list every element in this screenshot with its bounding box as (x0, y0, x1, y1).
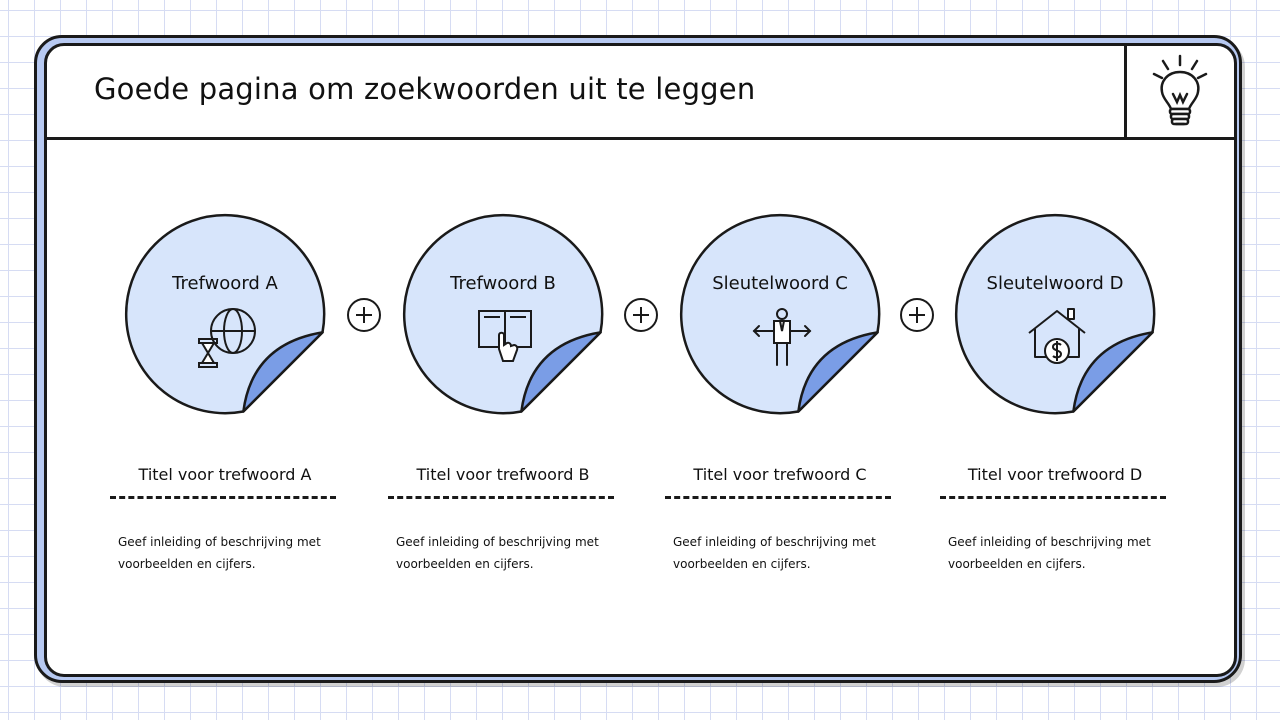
dashed-divider (388, 496, 614, 499)
book-hand-icon (473, 305, 537, 369)
keyword-title: Titel voor trefwoord D (967, 465, 1143, 484)
keyword-item-c (665, 211, 895, 611)
dashed-divider (665, 496, 891, 499)
keyword-title: Titel voor trefwoord A (138, 465, 312, 484)
house-dollar-icon (1025, 305, 1089, 369)
keyword-description: Geef inleiding of beschrijving met voorbeelden en cijfers. (396, 535, 599, 571)
keyword-sticker (952, 211, 1158, 417)
keyword-description: Geef inleiding of beschrijving met voorbeelden en cijfers. (118, 535, 321, 571)
person-arrows-icon (750, 305, 814, 369)
keyword-label: Sleutelwoord C (712, 273, 848, 294)
keyword-sticker (122, 211, 328, 417)
page-title: Goede pagina om zoekwoorden uit te leggen (94, 72, 756, 106)
keyword-description: Geef inleiding of beschrijving met voorbeelden en cijfers. (948, 535, 1151, 571)
lightbulb-icon-box (1124, 46, 1234, 137)
keyword-description: Geef inleiding of beschrijving met voorbeelden en cijfers. (673, 535, 876, 571)
keyword-item-d (940, 211, 1170, 611)
lightbulb-icon (1145, 52, 1215, 130)
dashed-divider (940, 496, 1166, 499)
keyword-item-b (388, 211, 618, 611)
keyword-sticker (400, 211, 606, 417)
keyword-item-a (110, 211, 340, 611)
plus-circle-icon (346, 297, 382, 333)
keyword-title: Titel voor trefwoord C (693, 465, 867, 484)
plus-circle-icon (899, 297, 935, 333)
keyword-label: Sleutelwoord D (986, 273, 1124, 294)
plus-circle-icon (623, 297, 659, 333)
keyword-label: Trefwoord A (172, 273, 278, 294)
keyword-sticker (677, 211, 883, 417)
dashed-divider (110, 496, 336, 499)
header (47, 46, 1234, 140)
globe-hourglass-icon (195, 305, 259, 369)
keyword-title: Titel voor trefwoord B (416, 465, 590, 484)
keyword-label: Trefwoord B (450, 273, 556, 294)
